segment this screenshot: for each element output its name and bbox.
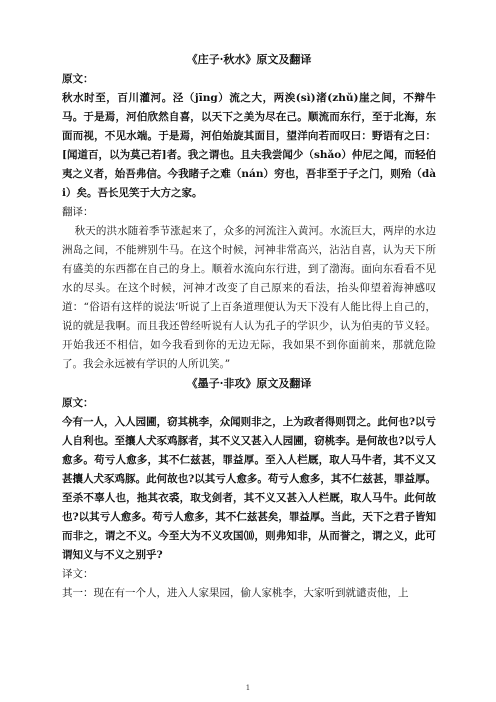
translation-label: 翻译：: [62, 206, 94, 218]
original-text-zhuangzi: 秋水时至，百川灌河。泾（jīng）流之大，两涘(sì)渚(zhǔ)崖之间，不辩牛马。于是焉，河伯欣然自喜，以天下之美为尽在己。顺流而东行，至于北海，东面而视，不见水端。于是焉，河伯始旋其面目，望洋向若而叹曰：野语有之曰：[闻道百，以为莫己若]者。我之谓也。且夫我尝闻少（shǎo）仲尼之闻，而轻伯夷之义者，始吾弗信。今我睹子之难（nán）穷也，吾非至于子之门，则殆（dài）矣。吾长见笑于大方之家。: [62, 92, 436, 199]
translation-text-mozi: 其一：现在有一个人，进入人家果园，偷人家桃李，大家听到就谴责他，上: [62, 587, 409, 599]
section-title-mozi: 《墨子·非攻》原文及翻译: [186, 377, 312, 390]
document-body: [62, 52, 436, 603]
section-title-zhuangzi: 《庄子·秋水》原文及翻译: [186, 53, 312, 66]
original-label: 原文：: [62, 73, 94, 85]
page-number: 1: [245, 684, 251, 692]
original-label: 原文：: [62, 397, 94, 409]
translation-text-zhuangzi: 秋天的洪水随着季节涨起来了，众多的河流注入黄河。水流巨大，两岸的水边洲岛之间，不能辨别牛马。在这个时候，河神非常高兴，沾沾自喜，认为天下所有盛美的东西都在自己的身上。顺着水流向东行进，到了渤海。面向东看看不见水的尽头。在这个时候，河神才改变了自己原来的看法，抬头仰望着海神感叹道：“俗语有这样的说法‘听说了上百条道理便认为天下没有人能比得上自己的，说的就是我啊。而且我还曾经听说有人认为孔子的学识少，认为伯夷的节义轻。开始我还不相信，如今我看到你的无边无际，我如果不到你面前来，那就危险了。我会永远被有学识的人所讥笑。”: [62, 225, 436, 370]
translation-label: 译文：: [62, 568, 94, 580]
original-text-mozi: 今有一人，入人园圃，窃其桃李，众闻则非之，上为政者得则罚之。此何也?以亏人自利也。至攘人犬豕鸡豚者，其不义又甚入人园圃，窃桃李。是何故也?以亏人愈多。苟亏人愈多，其不仁兹甚，罪益厚。至入人栏厩，取人马牛者，其不义又甚攘人犬豕鸡豚。此何故也?以其亏人愈多。苟亏人愈多，其不仁兹甚，罪益厚。至杀不辜人也，扡其衣裘，取戈剑者，其不义又甚入人栏厩，取人马牛。此何故也?以其亏人愈多。苟亏人愈多，其不仁兹甚矣，罪益厚。当此，天下之君子皆知而非之，谓之不义。今至大为不义攻国⑽，则弗知非，从而誉之，谓之义，此可谓知义与不义之别乎?: [62, 416, 436, 561]
